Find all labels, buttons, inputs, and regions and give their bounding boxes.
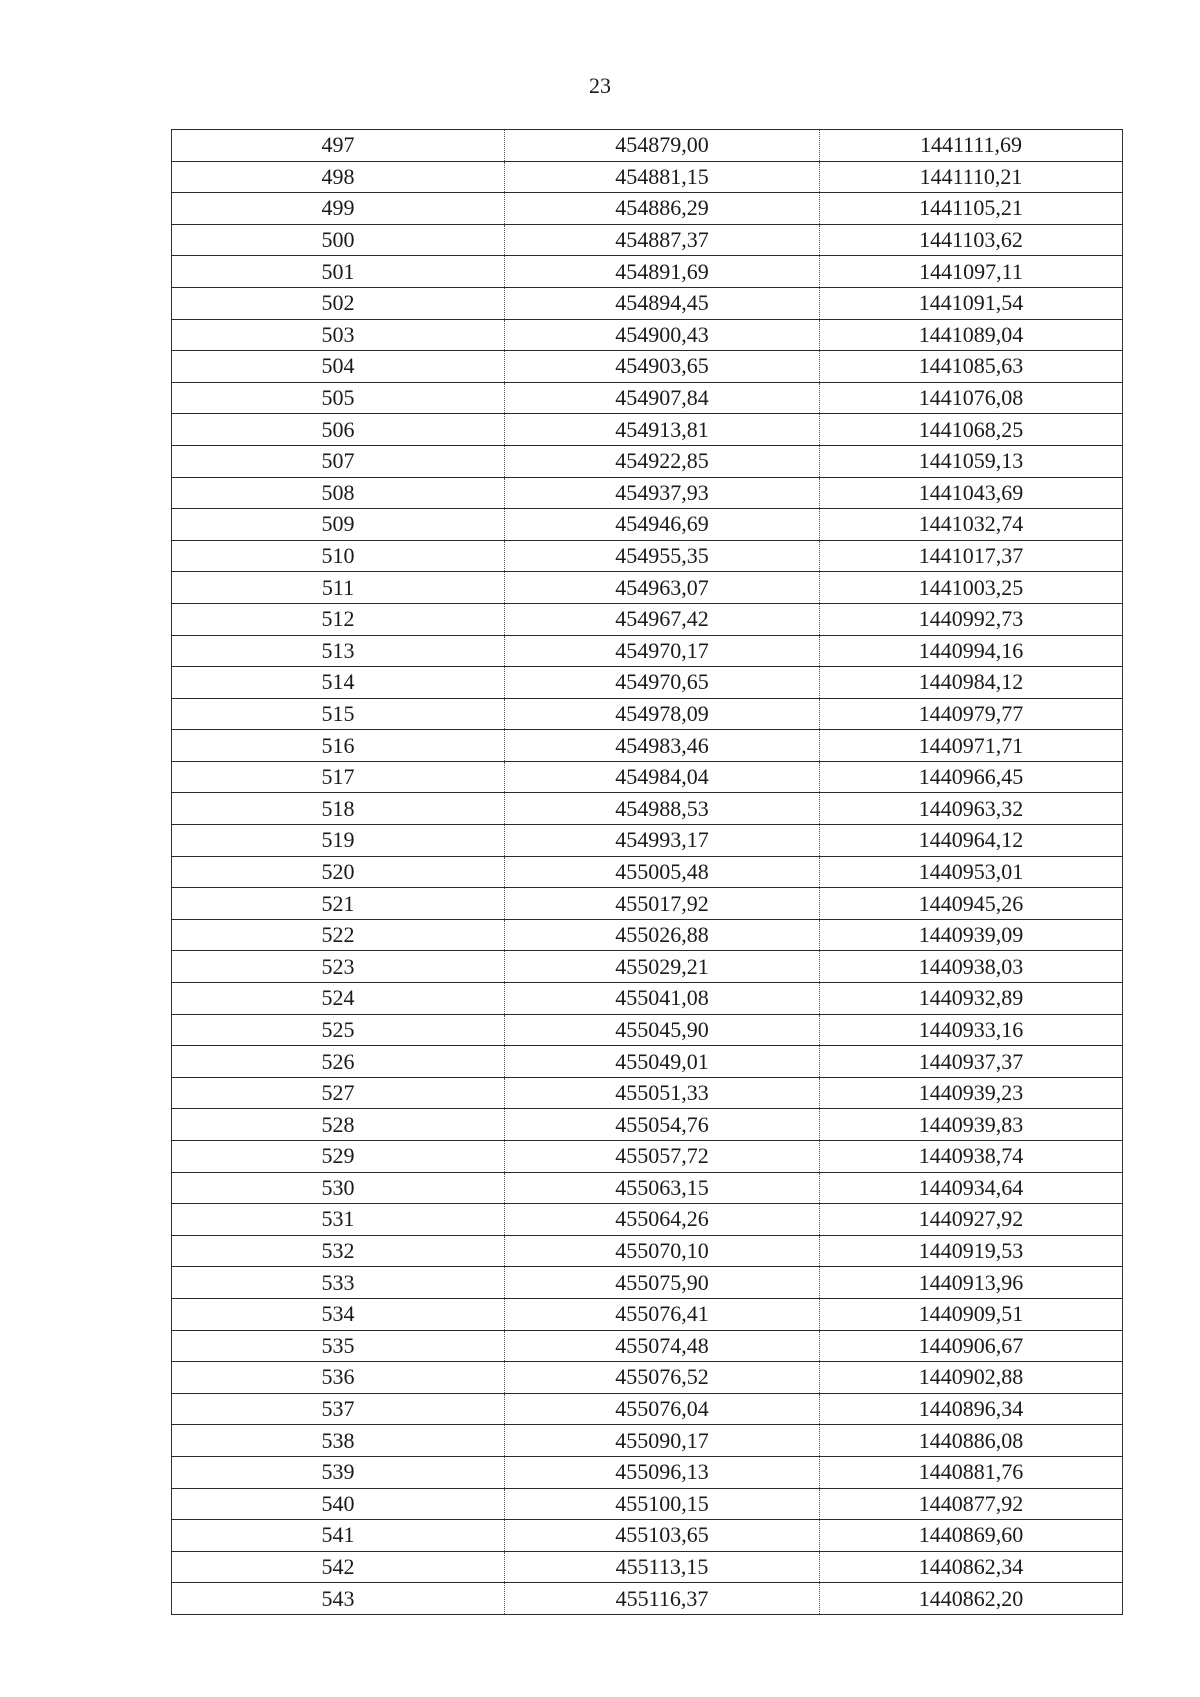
x-coordinate-cell: 455064,26 xyxy=(505,1204,820,1236)
y-coordinate-cell: 1440886,08 xyxy=(820,1425,1123,1457)
y-coordinate-cell: 1441085,63 xyxy=(820,351,1123,383)
x-coordinate-cell: 454963,07 xyxy=(505,572,820,604)
point-number-cell: 517 xyxy=(172,761,505,793)
table-row xyxy=(172,382,1123,414)
point-number-cell: 532 xyxy=(172,1235,505,1267)
point-number-cell: 512 xyxy=(172,603,505,635)
point-number-cell: 504 xyxy=(172,351,505,383)
point-number-cell: 503 xyxy=(172,319,505,351)
table-row xyxy=(172,667,1123,699)
y-coordinate-cell: 1440964,12 xyxy=(820,825,1123,857)
table-row xyxy=(172,509,1123,541)
x-coordinate-cell: 455005,48 xyxy=(505,856,820,888)
table-row xyxy=(172,856,1123,888)
table-row xyxy=(172,1393,1123,1425)
x-coordinate-cell: 455070,10 xyxy=(505,1235,820,1267)
point-number-cell: 509 xyxy=(172,509,505,541)
y-coordinate-cell: 1441103,62 xyxy=(820,224,1123,256)
x-coordinate-cell: 455074,48 xyxy=(505,1330,820,1362)
y-coordinate-cell: 1440881,76 xyxy=(820,1456,1123,1488)
x-coordinate-cell: 455057,72 xyxy=(505,1141,820,1173)
point-number-cell: 529 xyxy=(172,1141,505,1173)
table-row xyxy=(172,414,1123,446)
y-coordinate-cell: 1440877,92 xyxy=(820,1488,1123,1520)
y-coordinate-cell: 1441105,21 xyxy=(820,193,1123,225)
y-coordinate-cell: 1440938,74 xyxy=(820,1141,1123,1173)
table-row xyxy=(172,161,1123,193)
y-coordinate-cell: 1440945,26 xyxy=(820,888,1123,920)
y-coordinate-cell: 1440927,92 xyxy=(820,1204,1123,1236)
table-row xyxy=(172,130,1123,162)
y-coordinate-cell: 1440938,03 xyxy=(820,951,1123,983)
point-number-cell: 537 xyxy=(172,1393,505,1425)
table-row xyxy=(172,951,1123,983)
point-number-cell: 506 xyxy=(172,414,505,446)
y-coordinate-cell: 1440909,51 xyxy=(820,1298,1123,1330)
table-row xyxy=(172,351,1123,383)
point-number-cell: 507 xyxy=(172,445,505,477)
x-coordinate-cell: 454903,65 xyxy=(505,351,820,383)
x-coordinate-cell: 455096,13 xyxy=(505,1456,820,1488)
y-coordinate-cell: 1440963,32 xyxy=(820,793,1123,825)
x-coordinate-cell: 454946,69 xyxy=(505,509,820,541)
point-number-cell: 522 xyxy=(172,919,505,951)
table-row xyxy=(172,445,1123,477)
table-row xyxy=(172,477,1123,509)
x-coordinate-cell: 454879,00 xyxy=(505,130,820,162)
y-coordinate-cell: 1440979,77 xyxy=(820,698,1123,730)
point-number-cell: 527 xyxy=(172,1077,505,1109)
point-number-cell: 525 xyxy=(172,1014,505,1046)
x-coordinate-cell: 455076,52 xyxy=(505,1362,820,1394)
point-number-cell: 524 xyxy=(172,983,505,1015)
x-coordinate-cell: 455076,41 xyxy=(505,1298,820,1330)
table-row xyxy=(172,1109,1123,1141)
x-coordinate-cell: 454886,29 xyxy=(505,193,820,225)
y-coordinate-cell: 1441091,54 xyxy=(820,287,1123,319)
point-number-cell: 526 xyxy=(172,1046,505,1078)
point-number-cell: 515 xyxy=(172,698,505,730)
y-coordinate-cell: 1441097,11 xyxy=(820,256,1123,288)
y-coordinate-cell: 1440919,53 xyxy=(820,1235,1123,1267)
point-number-cell: 538 xyxy=(172,1425,505,1457)
table-row xyxy=(172,256,1123,288)
y-coordinate-cell: 1441076,08 xyxy=(820,382,1123,414)
x-coordinate-cell: 455045,90 xyxy=(505,1014,820,1046)
y-coordinate-cell: 1440932,89 xyxy=(820,983,1123,1015)
table-row xyxy=(172,1330,1123,1362)
point-number-cell: 540 xyxy=(172,1488,505,1520)
table-row xyxy=(172,1172,1123,1204)
point-number-cell: 498 xyxy=(172,161,505,193)
y-coordinate-cell: 1441032,74 xyxy=(820,509,1123,541)
point-number-cell: 514 xyxy=(172,667,505,699)
x-coordinate-cell: 455041,08 xyxy=(505,983,820,1015)
table-row xyxy=(172,793,1123,825)
x-coordinate-cell: 455090,17 xyxy=(505,1425,820,1457)
table-row xyxy=(172,287,1123,319)
y-coordinate-cell: 1441003,25 xyxy=(820,572,1123,604)
y-coordinate-cell: 1441068,25 xyxy=(820,414,1123,446)
point-number-cell: 497 xyxy=(172,130,505,162)
y-coordinate-cell: 1441110,21 xyxy=(820,161,1123,193)
y-coordinate-cell: 1440939,09 xyxy=(820,919,1123,951)
point-number-cell: 501 xyxy=(172,256,505,288)
x-coordinate-cell: 455075,90 xyxy=(505,1267,820,1299)
x-coordinate-cell: 455100,15 xyxy=(505,1488,820,1520)
table-row xyxy=(172,540,1123,572)
x-coordinate-cell: 454970,65 xyxy=(505,667,820,699)
point-number-cell: 511 xyxy=(172,572,505,604)
table-row xyxy=(172,572,1123,604)
point-number-cell: 530 xyxy=(172,1172,505,1204)
x-coordinate-cell: 454900,43 xyxy=(505,319,820,351)
x-coordinate-cell: 454913,81 xyxy=(505,414,820,446)
x-coordinate-cell: 454993,17 xyxy=(505,825,820,857)
table-row xyxy=(172,888,1123,920)
x-coordinate-cell: 454978,09 xyxy=(505,698,820,730)
point-number-cell: 502 xyxy=(172,287,505,319)
table-row xyxy=(172,1298,1123,1330)
point-number-cell: 519 xyxy=(172,825,505,857)
y-coordinate-cell: 1440906,67 xyxy=(820,1330,1123,1362)
x-coordinate-cell: 455113,15 xyxy=(505,1551,820,1583)
point-number-cell: 500 xyxy=(172,224,505,256)
y-coordinate-cell: 1440896,34 xyxy=(820,1393,1123,1425)
point-number-cell: 535 xyxy=(172,1330,505,1362)
x-coordinate-cell: 454984,04 xyxy=(505,761,820,793)
y-coordinate-cell: 1440937,37 xyxy=(820,1046,1123,1078)
y-coordinate-cell: 1440939,23 xyxy=(820,1077,1123,1109)
x-coordinate-cell: 454922,85 xyxy=(505,445,820,477)
table-row xyxy=(172,1141,1123,1173)
point-number-cell: 510 xyxy=(172,540,505,572)
point-number-cell: 528 xyxy=(172,1109,505,1141)
point-number-cell: 543 xyxy=(172,1583,505,1615)
x-coordinate-cell: 454881,15 xyxy=(505,161,820,193)
point-number-cell: 518 xyxy=(172,793,505,825)
y-coordinate-cell: 1441017,37 xyxy=(820,540,1123,572)
table-row xyxy=(172,919,1123,951)
point-number-cell: 542 xyxy=(172,1551,505,1583)
x-coordinate-cell: 454937,93 xyxy=(505,477,820,509)
table-row xyxy=(172,730,1123,762)
table-row xyxy=(172,983,1123,1015)
y-coordinate-cell: 1440862,34 xyxy=(820,1551,1123,1583)
table-row xyxy=(172,193,1123,225)
x-coordinate-cell: 455063,15 xyxy=(505,1172,820,1204)
table-row xyxy=(172,1488,1123,1520)
x-coordinate-cell: 454983,46 xyxy=(505,730,820,762)
table-row xyxy=(172,1583,1123,1615)
table-row xyxy=(172,1456,1123,1488)
coordinates-table xyxy=(171,129,1123,1615)
point-number-cell: 499 xyxy=(172,193,505,225)
y-coordinate-cell: 1440934,64 xyxy=(820,1172,1123,1204)
y-coordinate-cell: 1440994,16 xyxy=(820,635,1123,667)
x-coordinate-cell: 455103,65 xyxy=(505,1520,820,1552)
y-coordinate-cell: 1441043,69 xyxy=(820,477,1123,509)
table-row xyxy=(172,761,1123,793)
x-coordinate-cell: 454970,17 xyxy=(505,635,820,667)
point-number-cell: 508 xyxy=(172,477,505,509)
point-number-cell: 541 xyxy=(172,1520,505,1552)
table-row xyxy=(172,1520,1123,1552)
x-coordinate-cell: 455026,88 xyxy=(505,919,820,951)
point-number-cell: 505 xyxy=(172,382,505,414)
table-row xyxy=(172,319,1123,351)
point-number-cell: 516 xyxy=(172,730,505,762)
point-number-cell: 536 xyxy=(172,1362,505,1394)
y-coordinate-cell: 1440939,83 xyxy=(820,1109,1123,1141)
point-number-cell: 533 xyxy=(172,1267,505,1299)
x-coordinate-cell: 454891,69 xyxy=(505,256,820,288)
table-row xyxy=(172,1204,1123,1236)
y-coordinate-cell: 1440984,12 xyxy=(820,667,1123,699)
table-row xyxy=(172,1235,1123,1267)
point-number-cell: 513 xyxy=(172,635,505,667)
y-coordinate-cell: 1440966,45 xyxy=(820,761,1123,793)
table-row xyxy=(172,1014,1123,1046)
table-row xyxy=(172,1551,1123,1583)
y-coordinate-cell: 1440933,16 xyxy=(820,1014,1123,1046)
point-number-cell: 531 xyxy=(172,1204,505,1236)
point-number-cell: 521 xyxy=(172,888,505,920)
x-coordinate-cell: 455051,33 xyxy=(505,1077,820,1109)
y-coordinate-cell: 1440869,60 xyxy=(820,1520,1123,1552)
point-number-cell: 523 xyxy=(172,951,505,983)
table-row xyxy=(172,635,1123,667)
page-number: 23 xyxy=(589,73,611,98)
y-coordinate-cell: 1441059,13 xyxy=(820,445,1123,477)
table-row xyxy=(172,1077,1123,1109)
x-coordinate-cell: 455029,21 xyxy=(505,951,820,983)
y-coordinate-cell: 1441089,04 xyxy=(820,319,1123,351)
y-coordinate-cell: 1440913,96 xyxy=(820,1267,1123,1299)
point-number-cell: 520 xyxy=(172,856,505,888)
table-row xyxy=(172,1362,1123,1394)
x-coordinate-cell: 454894,45 xyxy=(505,287,820,319)
y-coordinate-cell: 1440902,88 xyxy=(820,1362,1123,1394)
x-coordinate-cell: 455054,76 xyxy=(505,1109,820,1141)
coordinates-table-body xyxy=(172,130,1123,1615)
x-coordinate-cell: 454988,53 xyxy=(505,793,820,825)
y-coordinate-cell: 1441111,69 xyxy=(820,130,1123,162)
y-coordinate-cell: 1440953,01 xyxy=(820,856,1123,888)
table-row xyxy=(172,1425,1123,1457)
x-coordinate-cell: 455049,01 xyxy=(505,1046,820,1078)
x-coordinate-cell: 454907,84 xyxy=(505,382,820,414)
table-row xyxy=(172,698,1123,730)
table-row xyxy=(172,1267,1123,1299)
point-number-cell: 534 xyxy=(172,1298,505,1330)
x-coordinate-cell: 455116,37 xyxy=(505,1583,820,1615)
x-coordinate-cell: 455017,92 xyxy=(505,888,820,920)
table-row xyxy=(172,1046,1123,1078)
y-coordinate-cell: 1440992,73 xyxy=(820,603,1123,635)
table-row xyxy=(172,603,1123,635)
y-coordinate-cell: 1440971,71 xyxy=(820,730,1123,762)
x-coordinate-cell: 454967,42 xyxy=(505,603,820,635)
table-row xyxy=(172,224,1123,256)
table-row xyxy=(172,825,1123,857)
point-number-cell: 539 xyxy=(172,1456,505,1488)
y-coordinate-cell: 1440862,20 xyxy=(820,1583,1123,1615)
x-coordinate-cell: 455076,04 xyxy=(505,1393,820,1425)
x-coordinate-cell: 454955,35 xyxy=(505,540,820,572)
x-coordinate-cell: 454887,37 xyxy=(505,224,820,256)
